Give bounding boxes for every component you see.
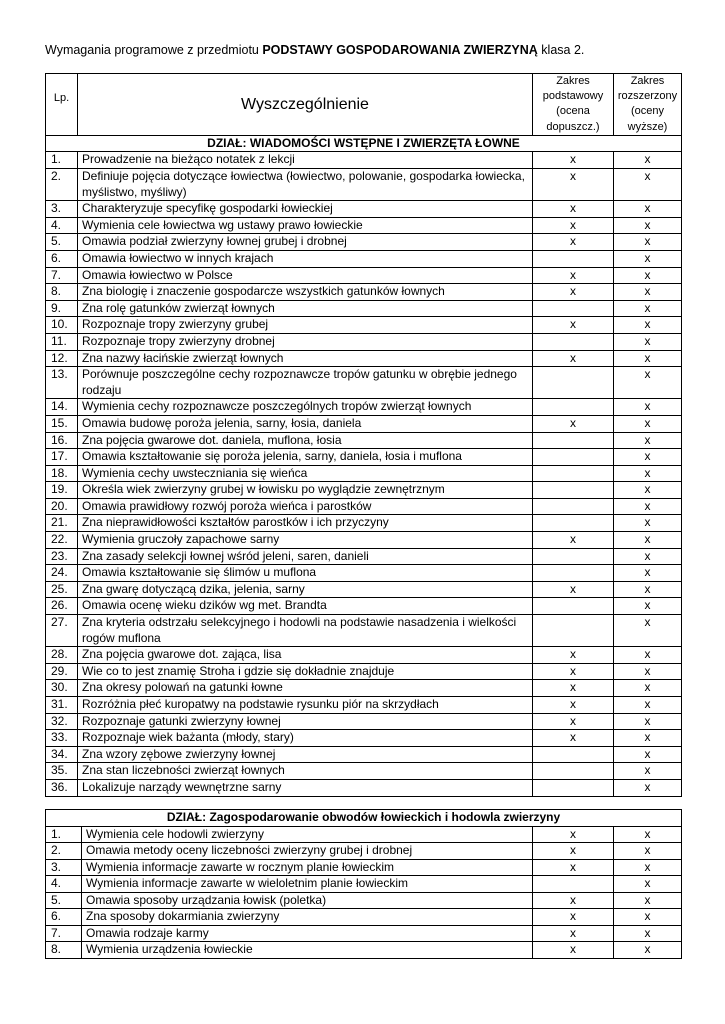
table-row bbox=[46, 925, 682, 942]
table-row bbox=[46, 763, 682, 780]
row-basic-mark: x bbox=[533, 201, 614, 218]
row-basic-mark: x bbox=[533, 317, 614, 334]
row-description: Rozpoznaje tropy zwierzyny grubej bbox=[78, 317, 533, 334]
row-extended-mark: x bbox=[614, 432, 682, 449]
row-basic-mark: x bbox=[533, 909, 614, 926]
row-basic-mark bbox=[533, 763, 614, 780]
row-number: 26. bbox=[46, 598, 78, 615]
row-extended-mark: x bbox=[614, 647, 682, 664]
row-description: Rozpoznaje wiek bażanta (młody, stary) bbox=[78, 730, 533, 747]
row-description: Omawia rodzaje karmy bbox=[82, 925, 533, 942]
row-basic-mark: x bbox=[533, 217, 614, 234]
header-basic-line: podstawowy bbox=[542, 90, 604, 103]
row-extended-mark: x bbox=[614, 267, 682, 284]
row-description: Rozpoznaje tropy zwierzyny drobnej bbox=[78, 333, 533, 350]
row-basic-mark bbox=[533, 250, 614, 267]
row-number: 10. bbox=[46, 317, 78, 334]
row-description: Definiuje pojęcia dotyczące łowiectwa (łowiectwo, polowanie, gospodarka łowiecka, myślistwo, myśliwy) bbox=[78, 169, 533, 201]
header-extended-line: Zakres bbox=[630, 75, 665, 87]
row-number: 11. bbox=[46, 333, 78, 350]
table-row bbox=[46, 713, 682, 730]
row-extended-mark: x bbox=[614, 843, 682, 860]
row-number: 31. bbox=[46, 697, 78, 714]
row-number: 9. bbox=[46, 300, 78, 317]
header-extended-line: wyższe) bbox=[627, 120, 668, 133]
table-row bbox=[46, 234, 682, 251]
row-description: Zna zasady selekcji łownej wśród jeleni, saren, danieli bbox=[78, 548, 533, 565]
row-basic-mark bbox=[533, 615, 614, 647]
table-1-body bbox=[46, 74, 682, 797]
row-description: Zna sposoby dokarmiania zwierzyny bbox=[82, 909, 533, 926]
row-description: Zna kryteria odstrzału selekcyjnego i hodowli na podstawie nasadzenia i wielkości rogów muflona bbox=[78, 615, 533, 647]
row-basic-mark: x bbox=[533, 663, 614, 680]
row-number: 23. bbox=[46, 548, 78, 565]
row-number: 1. bbox=[46, 826, 82, 843]
table-row bbox=[46, 399, 682, 416]
row-extended-mark: x bbox=[614, 399, 682, 416]
row-extended-mark: x bbox=[614, 581, 682, 598]
row-description: Omawia metody oceny liczebności zwierzyny grubej i drobnej bbox=[82, 843, 533, 860]
row-basic-mark bbox=[533, 746, 614, 763]
table-row bbox=[46, 217, 682, 234]
table-row bbox=[46, 498, 682, 515]
row-number: 25. bbox=[46, 581, 78, 598]
row-basic-mark bbox=[533, 598, 614, 615]
row-number: 33. bbox=[46, 730, 78, 747]
row-number: 5. bbox=[46, 234, 78, 251]
table-row bbox=[46, 482, 682, 499]
row-basic-mark bbox=[533, 548, 614, 565]
requirements-table-1 bbox=[45, 73, 682, 797]
table-row bbox=[46, 746, 682, 763]
row-number: 1. bbox=[46, 152, 78, 169]
table-row bbox=[46, 169, 682, 201]
row-basic-mark bbox=[533, 449, 614, 466]
row-extended-mark: x bbox=[614, 598, 682, 615]
row-extended-mark: x bbox=[614, 925, 682, 942]
row-description: Zna stan liczebności zwierząt łownych bbox=[78, 763, 533, 780]
table-row bbox=[46, 415, 682, 432]
row-basic-mark: x bbox=[533, 713, 614, 730]
row-number: 35. bbox=[46, 763, 78, 780]
row-basic-mark: x bbox=[533, 415, 614, 432]
row-extended-mark: x bbox=[614, 498, 682, 515]
row-number: 29. bbox=[46, 663, 78, 680]
row-extended-mark: x bbox=[614, 201, 682, 218]
row-number: 6. bbox=[46, 250, 78, 267]
row-extended-mark: x bbox=[614, 350, 682, 367]
header-extended bbox=[614, 74, 682, 136]
title-subject: PODSTAWY GOSPODAROWANIA ZWIERZYNĄ bbox=[262, 43, 538, 57]
row-basic-mark: x bbox=[533, 697, 614, 714]
row-basic-mark: x bbox=[533, 730, 614, 747]
row-basic-mark: x bbox=[533, 581, 614, 598]
row-description: Omawia łowiectwo w Polsce bbox=[78, 267, 533, 284]
row-description: Porównuje poszczególne cechy rozpoznawcze tropów gatunku w obrębie jednego rodzaju bbox=[78, 367, 533, 399]
row-basic-mark: x bbox=[533, 925, 614, 942]
row-number: 8. bbox=[46, 284, 78, 301]
row-number: 34. bbox=[46, 746, 78, 763]
row-extended-mark: x bbox=[614, 697, 682, 714]
row-extended-mark: x bbox=[614, 482, 682, 499]
row-number: 19. bbox=[46, 482, 78, 499]
row-extended-mark: x bbox=[614, 317, 682, 334]
row-extended-mark: x bbox=[614, 779, 682, 796]
row-basic-mark bbox=[533, 399, 614, 416]
row-basic-mark bbox=[533, 876, 614, 893]
table-row bbox=[46, 843, 682, 860]
row-number: 36. bbox=[46, 779, 78, 796]
row-description: Prowadzenie na bieżąco notatek z lekcji bbox=[78, 152, 533, 169]
row-basic-mark bbox=[533, 300, 614, 317]
table-row bbox=[46, 300, 682, 317]
page-title bbox=[45, 43, 584, 57]
table-row bbox=[46, 663, 682, 680]
section-header-row bbox=[46, 135, 682, 152]
row-description: Lokalizuje narządy wewnętrzne sarny bbox=[78, 779, 533, 796]
row-extended-mark: x bbox=[614, 333, 682, 350]
row-extended-mark: x bbox=[614, 532, 682, 549]
header-extended-line: (oceny bbox=[630, 105, 665, 118]
table-row bbox=[46, 284, 682, 301]
title-prefix: Wymagania programowe z przedmiotu bbox=[45, 43, 263, 57]
row-number: 32. bbox=[46, 713, 78, 730]
row-extended-mark: x bbox=[614, 548, 682, 565]
row-basic-mark bbox=[533, 779, 614, 796]
row-basic-mark: x bbox=[533, 152, 614, 169]
table-row bbox=[46, 201, 682, 218]
title-suffix: klasa 2. bbox=[537, 43, 585, 57]
row-description: Zna nieprawidłowości kształtów parostków i ich przyczyny bbox=[78, 515, 533, 532]
table-row bbox=[46, 826, 682, 843]
row-basic-mark bbox=[533, 432, 614, 449]
row-number: 14. bbox=[46, 399, 78, 416]
row-description: Charakteryzuje specyfikę gospodarki łowieckiej bbox=[78, 201, 533, 218]
row-extended-mark: x bbox=[614, 367, 682, 399]
row-basic-mark bbox=[533, 367, 614, 399]
row-description: Omawia prawidłowy rozwój poroża wieńca i parostków bbox=[78, 498, 533, 515]
row-number: 3. bbox=[46, 201, 78, 218]
row-description: Określa wiek zwierzyny grubej w łowisku po wyglądzie zewnętrznym bbox=[78, 482, 533, 499]
row-basic-mark bbox=[533, 482, 614, 499]
row-description: Zna okresy polowań na gatunki łowne bbox=[78, 680, 533, 697]
row-number: 24. bbox=[46, 565, 78, 582]
row-basic-mark: x bbox=[533, 680, 614, 697]
row-number: 15. bbox=[46, 415, 78, 432]
row-number: 12. bbox=[46, 350, 78, 367]
row-basic-mark: x bbox=[533, 859, 614, 876]
header-basic bbox=[533, 74, 614, 136]
row-extended-mark: x bbox=[614, 859, 682, 876]
row-number: 21. bbox=[46, 515, 78, 532]
row-description: Wymienia cechy uwsteczniania się wieńca bbox=[78, 465, 533, 482]
table-row bbox=[46, 350, 682, 367]
row-basic-mark: x bbox=[533, 892, 614, 909]
row-number: 28. bbox=[46, 647, 78, 664]
row-basic-mark: x bbox=[533, 942, 614, 959]
row-basic-mark: x bbox=[533, 532, 614, 549]
row-description: Wymienia informacje zawarte w rocznym planie łowieckim bbox=[82, 859, 533, 876]
row-extended-mark: x bbox=[614, 763, 682, 780]
row-extended-mark: x bbox=[614, 663, 682, 680]
row-description: Wymienia urządzenia łowieckie bbox=[82, 942, 533, 959]
row-extended-mark: x bbox=[614, 826, 682, 843]
row-number: 4. bbox=[46, 217, 78, 234]
table-row bbox=[46, 876, 682, 893]
row-extended-mark: x bbox=[614, 615, 682, 647]
row-number: 16. bbox=[46, 432, 78, 449]
row-number: 13. bbox=[46, 367, 78, 399]
table-row bbox=[46, 250, 682, 267]
table-row bbox=[46, 697, 682, 714]
row-extended-mark: x bbox=[614, 234, 682, 251]
row-description: Omawia sposoby urządzania łowisk (poletka) bbox=[82, 892, 533, 909]
row-extended-mark: x bbox=[614, 250, 682, 267]
table-row bbox=[46, 615, 682, 647]
table-row bbox=[46, 432, 682, 449]
section-header-row bbox=[46, 810, 682, 827]
row-extended-mark: x bbox=[614, 746, 682, 763]
row-number: 2. bbox=[46, 843, 82, 860]
table-row bbox=[46, 730, 682, 747]
row-number: 5. bbox=[46, 892, 82, 909]
row-extended-mark: x bbox=[614, 730, 682, 747]
row-description: Omawia podział zwierzyny łownej grubej i drobnej bbox=[78, 234, 533, 251]
row-extended-mark: x bbox=[614, 713, 682, 730]
row-extended-mark: x bbox=[614, 449, 682, 466]
table-row bbox=[46, 333, 682, 350]
table-row bbox=[46, 317, 682, 334]
table-row bbox=[46, 367, 682, 399]
row-extended-mark: x bbox=[614, 152, 682, 169]
row-basic-mark: x bbox=[533, 843, 614, 860]
row-extended-mark: x bbox=[614, 465, 682, 482]
row-description: Omawia ocenę wieku dzików wg met. Brandta bbox=[78, 598, 533, 615]
row-extended-mark: x bbox=[614, 284, 682, 301]
requirements-table-2 bbox=[45, 809, 682, 959]
row-number: 7. bbox=[46, 925, 82, 942]
row-description: Wymienia cechy rozpoznawcze poszczególnych tropów zwierząt łownych bbox=[78, 399, 533, 416]
row-extended-mark: x bbox=[614, 300, 682, 317]
row-number: 2. bbox=[46, 169, 78, 201]
row-description: Zna gwarę dotyczącą dzika, jelenia, sarny bbox=[78, 581, 533, 598]
row-basic-mark: x bbox=[533, 826, 614, 843]
row-extended-mark: x bbox=[614, 909, 682, 926]
row-extended-mark: x bbox=[614, 515, 682, 532]
table-row bbox=[46, 449, 682, 466]
header-description: Wyszczególnienie bbox=[78, 74, 533, 136]
row-number: 6. bbox=[46, 909, 82, 926]
table-row bbox=[46, 581, 682, 598]
row-basic-mark bbox=[533, 515, 614, 532]
row-extended-mark: x bbox=[614, 892, 682, 909]
row-description: Zna biologię i znaczenie gospodarcze wszystkich gatunków łownych bbox=[78, 284, 533, 301]
table-row bbox=[46, 892, 682, 909]
row-number: 17. bbox=[46, 449, 78, 466]
table-row bbox=[46, 859, 682, 876]
table-row bbox=[46, 515, 682, 532]
row-basic-mark bbox=[533, 333, 614, 350]
table-row bbox=[46, 565, 682, 582]
row-number: 20. bbox=[46, 498, 78, 515]
row-basic-mark bbox=[533, 565, 614, 582]
header-basic-line: dopuszcz.) bbox=[546, 120, 600, 133]
row-extended-mark: x bbox=[614, 565, 682, 582]
table-row bbox=[46, 598, 682, 615]
table-row bbox=[46, 779, 682, 796]
row-extended-mark: x bbox=[614, 217, 682, 234]
row-basic-mark: x bbox=[533, 234, 614, 251]
row-number: 27. bbox=[46, 615, 78, 647]
row-description: Zna pojęcia gwarowe dot. zająca, lisa bbox=[78, 647, 533, 664]
header-row bbox=[46, 74, 682, 136]
header-extended-line: rozszerzony bbox=[617, 90, 678, 103]
row-number: 4. bbox=[46, 876, 82, 893]
row-number: 3. bbox=[46, 859, 82, 876]
row-extended-mark: x bbox=[614, 415, 682, 432]
row-description: Omawia budowę poroża jelenia, sarny, łosia, daniela bbox=[78, 415, 533, 432]
row-description: Omawia łowiectwo w innych krajach bbox=[78, 250, 533, 267]
row-extended-mark: x bbox=[614, 169, 682, 201]
row-number: 18. bbox=[46, 465, 78, 482]
table-row bbox=[46, 465, 682, 482]
row-extended-mark: x bbox=[614, 680, 682, 697]
row-extended-mark: x bbox=[614, 876, 682, 893]
row-basic-mark bbox=[533, 498, 614, 515]
row-basic-mark: x bbox=[533, 267, 614, 284]
table-row bbox=[46, 942, 682, 959]
row-basic-mark: x bbox=[533, 284, 614, 301]
row-description: Wymienia informacje zawarte w wieloletnim planie łowieckim bbox=[82, 876, 533, 893]
row-description: Zna nazwy łacińskie zwierząt łownych bbox=[78, 350, 533, 367]
row-basic-mark: x bbox=[533, 647, 614, 664]
row-extended-mark: x bbox=[614, 942, 682, 959]
row-basic-mark: x bbox=[533, 350, 614, 367]
table-row bbox=[46, 548, 682, 565]
section-title: DZIAŁ: WIADOMOŚCI WSTĘPNE I ZWIERZĘTA ŁOWNE bbox=[46, 135, 682, 152]
table-row bbox=[46, 267, 682, 284]
row-description: Rozpoznaje gatunki zwierzyny łownej bbox=[78, 713, 533, 730]
table-row bbox=[46, 532, 682, 549]
row-number: 8. bbox=[46, 942, 82, 959]
header-basic-line: Zakres bbox=[556, 75, 590, 87]
row-description: Omawia kształtowanie się ślimów u muflona bbox=[78, 565, 533, 582]
header-lp: Lp. bbox=[46, 74, 78, 136]
section-title: DZIAŁ: Zagospodarowanie obwodów łowieckich i hodowla zwierzyny bbox=[46, 810, 682, 827]
table-row bbox=[46, 152, 682, 169]
row-number: 30. bbox=[46, 680, 78, 697]
row-description: Rozróżnia płeć kuropatwy na podstawie rysunku piór na skrzydłach bbox=[78, 697, 533, 714]
row-basic-mark: x bbox=[533, 169, 614, 201]
table-2-body bbox=[46, 810, 682, 959]
table-row bbox=[46, 680, 682, 697]
table-row bbox=[46, 647, 682, 664]
row-description: Wymienia gruczoły zapachowe sarny bbox=[78, 532, 533, 549]
header-basic-line: (ocena bbox=[556, 105, 590, 118]
row-description: Wie co to jest znamię Stroha i gdzie się dokładnie znajduje bbox=[78, 663, 533, 680]
table-row bbox=[46, 909, 682, 926]
row-description: Wymienia cele hodowli zwierzyny bbox=[82, 826, 533, 843]
row-description: Wymienia cele łowiectwa wg ustawy prawo łowieckie bbox=[78, 217, 533, 234]
row-description: Zna rolę gatunków zwierząt łownych bbox=[78, 300, 533, 317]
row-basic-mark bbox=[533, 465, 614, 482]
row-description: Zna wzory zębowe zwierzyny łownej bbox=[78, 746, 533, 763]
row-description: Omawia kształtowanie się poroża jelenia, sarny, daniela, łosia i muflona bbox=[78, 449, 533, 466]
row-number: 7. bbox=[46, 267, 78, 284]
row-number: 22. bbox=[46, 532, 78, 549]
row-description: Zna pojęcia gwarowe dot. daniela, muflona, łosia bbox=[78, 432, 533, 449]
